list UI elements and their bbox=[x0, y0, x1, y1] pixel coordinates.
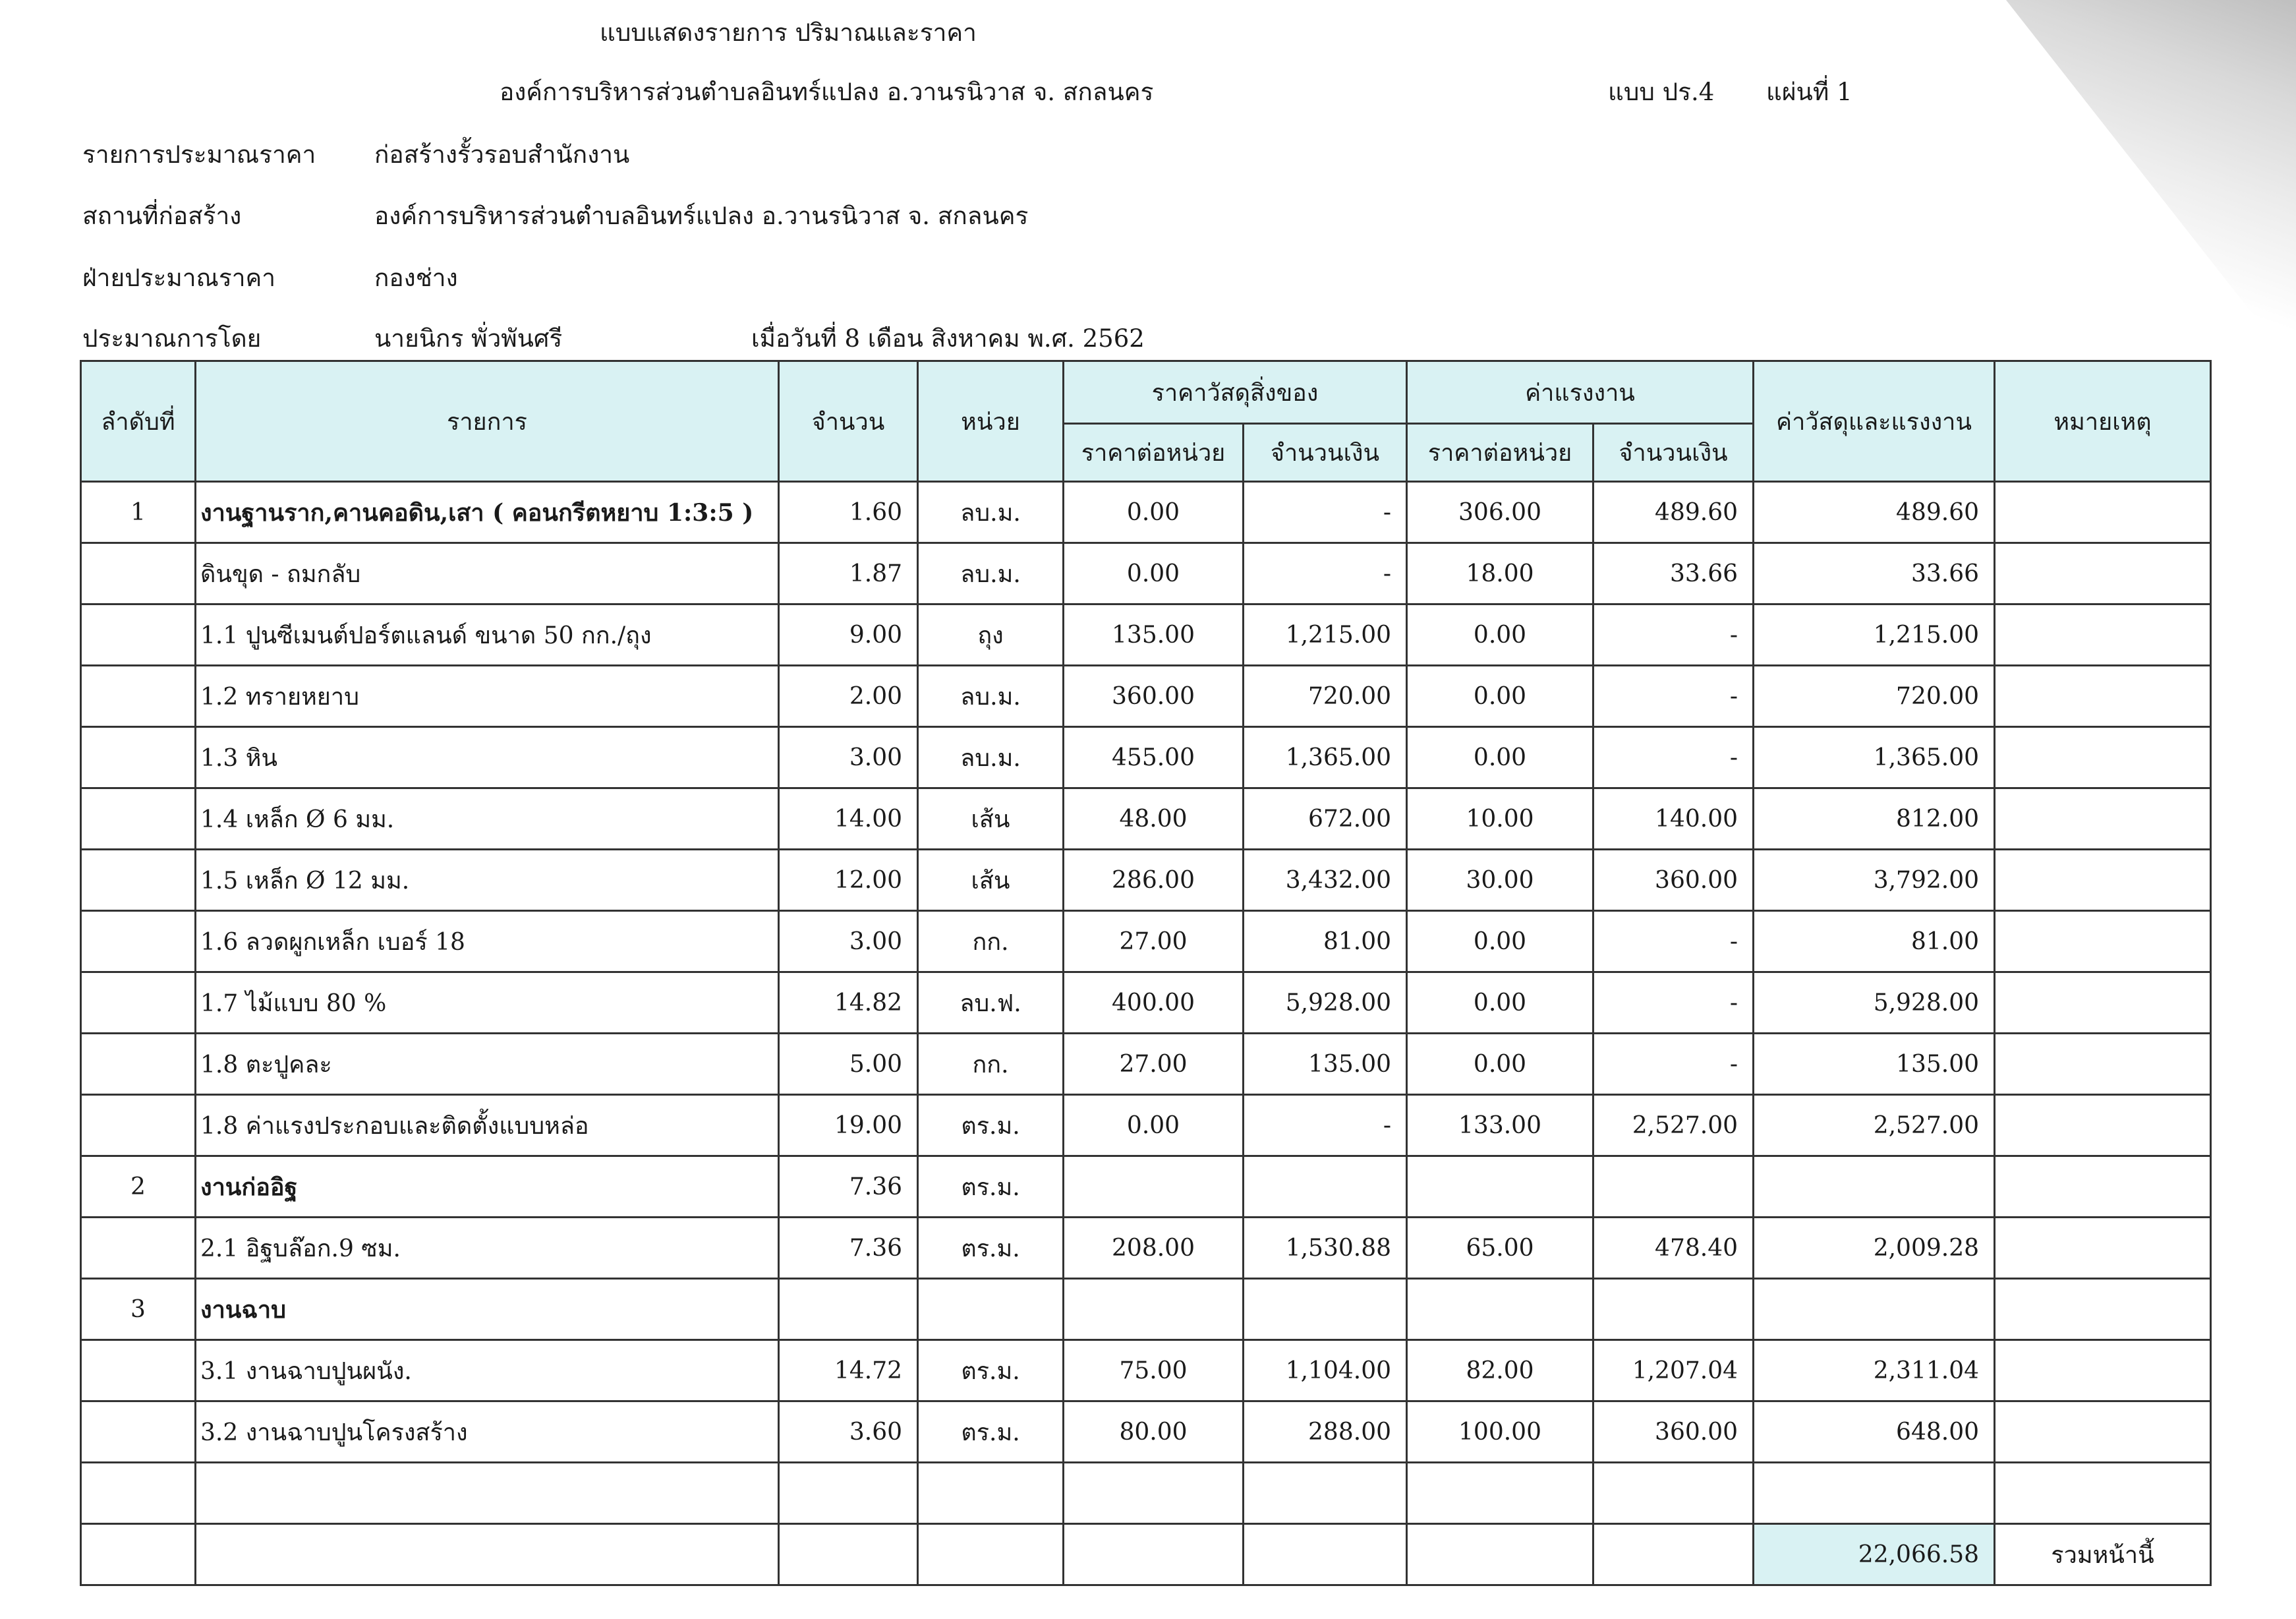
cell-no: 3 bbox=[81, 1279, 196, 1340]
cell-material-unit-price: 27.00 bbox=[1064, 911, 1244, 972]
cell-material-unit-price: 400.00 bbox=[1064, 972, 1244, 1034]
cell-no bbox=[81, 1401, 196, 1463]
col-header-remark: หมายเหตุ bbox=[1995, 361, 2211, 482]
cell-qty: 5.00 bbox=[779, 1034, 918, 1095]
cell-remark: รวมหน้านี้ bbox=[1995, 1524, 2211, 1585]
location-value: องค์การบริหารส่วนตำบลอินทร์แปลง อ.วานรนิวาส จ. สกลนคร bbox=[374, 202, 1029, 230]
table-row bbox=[81, 1279, 2211, 1340]
cell-labor-amount bbox=[1593, 1279, 1754, 1340]
cell-remark bbox=[1995, 788, 2211, 850]
cell-item: 2.1 อิฐบล๊อก.9 ซม. bbox=[196, 1218, 779, 1279]
cell-labor-unit-price: 306.00 bbox=[1407, 482, 1593, 543]
form-title: แบบแสดงรายการ ปริมาณและราคา bbox=[600, 18, 977, 47]
cell-material-unit-price bbox=[1064, 1156, 1244, 1218]
cell-labor-amount: - bbox=[1593, 604, 1754, 666]
table-row bbox=[81, 1524, 2211, 1585]
cell-item: 1.8 ตะปูคละ bbox=[196, 1034, 779, 1095]
cell-material-amount: 1,215.00 bbox=[1244, 604, 1407, 666]
cell-qty: 14.72 bbox=[779, 1340, 918, 1401]
cell-item: 1.2 ทรายหยาบ bbox=[196, 666, 779, 727]
cell-no bbox=[81, 972, 196, 1034]
col-header-labor: ค่าแรงงาน bbox=[1407, 361, 1754, 424]
cell-labor-amount: 478.40 bbox=[1593, 1218, 1754, 1279]
table-row bbox=[81, 1156, 2211, 1218]
cell-unit bbox=[918, 1279, 1064, 1340]
cell-item: 1.6 ลวดผูกเหล็ก เบอร์ 18 bbox=[196, 911, 779, 972]
cell-qty: 14.82 bbox=[779, 972, 918, 1034]
cell-total bbox=[1754, 1279, 1995, 1340]
cell-labor-unit-price bbox=[1407, 1156, 1593, 1218]
cell-material-amount bbox=[1244, 1156, 1407, 1218]
cell-unit: ลบ.ฟ. bbox=[918, 972, 1064, 1034]
cell-total: 2,311.04 bbox=[1754, 1340, 1995, 1401]
col-header-labor-unit-price: ราคาต่อหน่วย bbox=[1407, 424, 1593, 482]
cell-labor-amount: - bbox=[1593, 666, 1754, 727]
col-header-qty: จำนวน bbox=[779, 361, 918, 482]
cell-material-unit-price: 80.00 bbox=[1064, 1401, 1244, 1463]
cell-unit: ลบ.ม. bbox=[918, 666, 1064, 727]
table-row bbox=[81, 972, 2211, 1034]
cell-labor-amount bbox=[1593, 1524, 1754, 1585]
cell-labor-amount: 360.00 bbox=[1593, 850, 1754, 911]
cell-labor-unit-price: 0.00 bbox=[1407, 911, 1593, 972]
table-row bbox=[81, 850, 2211, 911]
cell-material-unit-price: 0.00 bbox=[1064, 1095, 1244, 1156]
cell-material-unit-price: 135.00 bbox=[1064, 604, 1244, 666]
cell-unit: ตร.ม. bbox=[918, 1095, 1064, 1156]
cell-qty: 3.60 bbox=[779, 1401, 918, 1463]
organization-title: องค์การบริหารส่วนตำบลอินทร์แปลง อ.วานรนิวาส จ. สกลนคร bbox=[500, 78, 1154, 106]
cell-labor-amount: 1,207.04 bbox=[1593, 1340, 1754, 1401]
cell-no bbox=[81, 666, 196, 727]
cell-material-amount: 1,530.88 bbox=[1244, 1218, 1407, 1279]
table-row bbox=[81, 1340, 2211, 1401]
cell-remark bbox=[1995, 1034, 2211, 1095]
cell-total: 720.00 bbox=[1754, 666, 1995, 727]
cell-qty bbox=[779, 1524, 918, 1585]
boq-table bbox=[80, 360, 2212, 1586]
col-header-material-unit-price: ราคาต่อหน่วย bbox=[1064, 424, 1244, 482]
col-header-material: ราคาวัสดุสิ่งของ bbox=[1064, 361, 1407, 424]
table-row bbox=[81, 666, 2211, 727]
cell-qty: 7.36 bbox=[779, 1218, 918, 1279]
cell-remark bbox=[1995, 1095, 2211, 1156]
cell-labor-unit-price: 0.00 bbox=[1407, 727, 1593, 788]
cell-labor-unit-price: 30.00 bbox=[1407, 850, 1593, 911]
col-header-no: ลำดับที่ bbox=[81, 361, 196, 482]
cell-item: งานฐานราก,คานคอดิน,เสา ( คอนกรีตหยาบ 1:3:5 ) bbox=[196, 482, 779, 543]
table-row bbox=[81, 1463, 2211, 1524]
table-row bbox=[81, 543, 2211, 604]
cell-no bbox=[81, 727, 196, 788]
cell-material-amount: 5,928.00 bbox=[1244, 972, 1407, 1034]
cell-labor-amount: 360.00 bbox=[1593, 1401, 1754, 1463]
cell-qty: 1.60 bbox=[779, 482, 918, 543]
cell-material-amount: 81.00 bbox=[1244, 911, 1407, 972]
cell-material-unit-price: 0.00 bbox=[1064, 543, 1244, 604]
cell-no bbox=[81, 850, 196, 911]
cell-unit: กก. bbox=[918, 911, 1064, 972]
cell-material-amount: - bbox=[1244, 543, 1407, 604]
cell-unit: ตร.ม. bbox=[918, 1156, 1064, 1218]
cell-item bbox=[196, 1524, 779, 1585]
estimator-label: ประมาณการโดย bbox=[82, 324, 262, 353]
location-label: สถานที่ก่อสร้าง bbox=[82, 202, 242, 230]
cell-labor-unit-price bbox=[1407, 1279, 1593, 1340]
project-label: รายการประมาณราคา bbox=[82, 140, 316, 169]
table-row bbox=[81, 788, 2211, 850]
cell-unit: ตร.ม. bbox=[918, 1401, 1064, 1463]
col-header-material-amount: จำนวนเงิน bbox=[1244, 424, 1407, 482]
cell-material-unit-price: 48.00 bbox=[1064, 788, 1244, 850]
cell-no bbox=[81, 1524, 196, 1585]
table-row bbox=[81, 1034, 2211, 1095]
cell-item: 1.5 เหล็ก Ø 12 มม. bbox=[196, 850, 779, 911]
cell-no bbox=[81, 911, 196, 972]
cell-item: 1.4 เหล็ก Ø 6 มม. bbox=[196, 788, 779, 850]
table-row bbox=[81, 727, 2211, 788]
cell-remark bbox=[1995, 911, 2211, 972]
cell-material-amount bbox=[1244, 1279, 1407, 1340]
department-value: กองช่าง bbox=[374, 264, 458, 292]
cell-total: 33.66 bbox=[1754, 543, 1995, 604]
cell-unit bbox=[918, 1463, 1064, 1524]
cell-material-unit-price: 286.00 bbox=[1064, 850, 1244, 911]
cell-no: 2 bbox=[81, 1156, 196, 1218]
cell-remark bbox=[1995, 666, 2211, 727]
cell-labor-amount: - bbox=[1593, 972, 1754, 1034]
cell-material-amount: 135.00 bbox=[1244, 1034, 1407, 1095]
cell-no bbox=[81, 543, 196, 604]
cell-no bbox=[81, 788, 196, 850]
cell-material-amount bbox=[1244, 1463, 1407, 1524]
cell-labor-amount: 489.60 bbox=[1593, 482, 1754, 543]
table-row bbox=[81, 911, 2211, 972]
cell-material-amount: 288.00 bbox=[1244, 1401, 1407, 1463]
page-corner-shadow bbox=[2006, 0, 2296, 369]
cell-material-amount: - bbox=[1244, 482, 1407, 543]
cell-material-amount: 1,365.00 bbox=[1244, 727, 1407, 788]
cell-labor-amount: 2,527.00 bbox=[1593, 1095, 1754, 1156]
cell-material-unit-price: 208.00 bbox=[1064, 1218, 1244, 1279]
cell-labor-amount: 33.66 bbox=[1593, 543, 1754, 604]
sheet-number: แผ่นที่ 1 bbox=[1766, 78, 1852, 106]
cell-material-unit-price: 360.00 bbox=[1064, 666, 1244, 727]
cell-item: 1.8 ค่าแรงประกอบและติดตั้งแบบหล่อ bbox=[196, 1095, 779, 1156]
cell-unit: ตร.ม. bbox=[918, 1340, 1064, 1401]
cell-labor-unit-price bbox=[1407, 1463, 1593, 1524]
cell-material-unit-price: 27.00 bbox=[1064, 1034, 1244, 1095]
cell-unit: เส้น bbox=[918, 850, 1064, 911]
cell-labor-unit-price: 18.00 bbox=[1407, 543, 1593, 604]
cell-qty: 14.00 bbox=[779, 788, 918, 850]
cell-qty: 7.36 bbox=[779, 1156, 918, 1218]
cell-material-amount: 3,432.00 bbox=[1244, 850, 1407, 911]
cell-total: 2,527.00 bbox=[1754, 1095, 1995, 1156]
cell-no: 1 bbox=[81, 482, 196, 543]
cell-total: 5,928.00 bbox=[1754, 972, 1995, 1034]
cell-total: 1,215.00 bbox=[1754, 604, 1995, 666]
cell-total: 22,066.58 bbox=[1754, 1524, 1995, 1585]
cell-labor-unit-price: 10.00 bbox=[1407, 788, 1593, 850]
form-code: แบบ ปร.4 bbox=[1608, 78, 1715, 106]
cell-material-unit-price bbox=[1064, 1524, 1244, 1585]
cell-total: 81.00 bbox=[1754, 911, 1995, 972]
cell-unit: กก. bbox=[918, 1034, 1064, 1095]
cell-unit: ถุง bbox=[918, 604, 1064, 666]
cell-labor-unit-price: 65.00 bbox=[1407, 1218, 1593, 1279]
cell-qty: 19.00 bbox=[779, 1095, 918, 1156]
cell-qty: 3.00 bbox=[779, 911, 918, 972]
cell-item: 3.1 งานฉาบปูนผนัง. bbox=[196, 1340, 779, 1401]
cell-material-unit-price: 455.00 bbox=[1064, 727, 1244, 788]
cell-labor-amount bbox=[1593, 1156, 1754, 1218]
cell-item: งานก่ออิฐ bbox=[196, 1156, 779, 1218]
cell-remark bbox=[1995, 850, 2211, 911]
col-header-unit: หน่วย bbox=[918, 361, 1064, 482]
cell-qty bbox=[779, 1463, 918, 1524]
cell-labor-amount: - bbox=[1593, 1034, 1754, 1095]
estimate-date: เมื่อวันที่ 8 เดือน สิงหาคม พ.ศ. 2562 bbox=[751, 324, 1145, 353]
table-row bbox=[81, 482, 2211, 543]
cell-item: 1.7 ไม้แบบ 80 % bbox=[196, 972, 779, 1034]
cell-labor-unit-price: 0.00 bbox=[1407, 604, 1593, 666]
cell-qty bbox=[779, 1279, 918, 1340]
cell-material-amount: 720.00 bbox=[1244, 666, 1407, 727]
cell-labor-unit-price: 0.00 bbox=[1407, 666, 1593, 727]
cell-remark bbox=[1995, 1401, 2211, 1463]
cell-no bbox=[81, 1463, 196, 1524]
table-row bbox=[81, 1401, 2211, 1463]
table-row bbox=[81, 1218, 2211, 1279]
cell-qty: 9.00 bbox=[779, 604, 918, 666]
cell-material-amount: 1,104.00 bbox=[1244, 1340, 1407, 1401]
cell-material-unit-price bbox=[1064, 1463, 1244, 1524]
cell-material-unit-price: 75.00 bbox=[1064, 1340, 1244, 1401]
cell-qty: 1.87 bbox=[779, 543, 918, 604]
cell-remark bbox=[1995, 1156, 2211, 1218]
table-row bbox=[81, 604, 2211, 666]
col-header-total: ค่าวัสดุและแรงงาน bbox=[1754, 361, 1995, 482]
cell-material-amount bbox=[1244, 1524, 1407, 1585]
cell-remark bbox=[1995, 604, 2211, 666]
cell-remark bbox=[1995, 543, 2211, 604]
col-header-labor-amount: จำนวนเงิน bbox=[1593, 424, 1754, 482]
cell-total: 1,365.00 bbox=[1754, 727, 1995, 788]
cell-total bbox=[1754, 1156, 1995, 1218]
cell-labor-amount bbox=[1593, 1463, 1754, 1524]
cell-labor-amount: - bbox=[1593, 911, 1754, 972]
cell-item: ดินขุด - ถมกลับ bbox=[196, 543, 779, 604]
cell-total: 135.00 bbox=[1754, 1034, 1995, 1095]
cell-labor-amount: 140.00 bbox=[1593, 788, 1754, 850]
cell-unit: เส้น bbox=[918, 788, 1064, 850]
cell-unit: ตร.ม. bbox=[918, 1218, 1064, 1279]
cell-qty: 2.00 bbox=[779, 666, 918, 727]
cell-remark bbox=[1995, 1463, 2211, 1524]
cell-unit bbox=[918, 1524, 1064, 1585]
cell-labor-amount: - bbox=[1593, 727, 1754, 788]
table-row bbox=[81, 1095, 2211, 1156]
col-header-item: รายการ bbox=[196, 361, 779, 482]
cell-item: งานฉาบ bbox=[196, 1279, 779, 1340]
cell-total: 648.00 bbox=[1754, 1401, 1995, 1463]
department-label: ฝ่ายประมาณราคา bbox=[82, 264, 276, 292]
cell-total: 489.60 bbox=[1754, 482, 1995, 543]
cell-no bbox=[81, 604, 196, 666]
cell-item: 1.3 หิน bbox=[196, 727, 779, 788]
cell-total: 3,792.00 bbox=[1754, 850, 1995, 911]
cell-no bbox=[81, 1034, 196, 1095]
cell-remark bbox=[1995, 482, 2211, 543]
cell-labor-unit-price: 82.00 bbox=[1407, 1340, 1593, 1401]
cell-material-unit-price: 0.00 bbox=[1064, 482, 1244, 543]
cell-item: 3.2 งานฉาบปูนโครงสร้าง bbox=[196, 1401, 779, 1463]
cell-total bbox=[1754, 1463, 1995, 1524]
cell-labor-unit-price: 133.00 bbox=[1407, 1095, 1593, 1156]
cell-material-amount: - bbox=[1244, 1095, 1407, 1156]
cell-material-amount: 672.00 bbox=[1244, 788, 1407, 850]
cell-remark bbox=[1995, 1340, 2211, 1401]
cell-unit: ลบ.ม. bbox=[918, 727, 1064, 788]
cell-remark bbox=[1995, 727, 2211, 788]
cell-qty: 3.00 bbox=[779, 727, 918, 788]
cell-no bbox=[81, 1095, 196, 1156]
cell-qty: 12.00 bbox=[779, 850, 918, 911]
cell-remark bbox=[1995, 1218, 2211, 1279]
cell-remark bbox=[1995, 972, 2211, 1034]
cell-total: 2,009.28 bbox=[1754, 1218, 1995, 1279]
cell-material-unit-price bbox=[1064, 1279, 1244, 1340]
cell-no bbox=[81, 1218, 196, 1279]
cell-remark bbox=[1995, 1279, 2211, 1340]
cell-labor-unit-price bbox=[1407, 1524, 1593, 1585]
cell-no bbox=[81, 1340, 196, 1401]
project-value: ก่อสร้างรั้วรอบสำนักงาน bbox=[374, 140, 630, 169]
cell-labor-unit-price: 100.00 bbox=[1407, 1401, 1593, 1463]
cell-labor-unit-price: 0.00 bbox=[1407, 1034, 1593, 1095]
estimator-value: นายนิกร พั่วพันศรี bbox=[374, 324, 563, 353]
cell-item: 1.1 ปูนซีเมนต์ปอร์ตแลนด์ ขนาด 50 กก./ถุง bbox=[196, 604, 779, 666]
cell-total: 812.00 bbox=[1754, 788, 1995, 850]
cell-labor-unit-price: 0.00 bbox=[1407, 972, 1593, 1034]
cell-unit: ลบ.ม. bbox=[918, 543, 1064, 604]
cell-item bbox=[196, 1463, 779, 1524]
cell-unit: ลบ.ม. bbox=[918, 482, 1064, 543]
